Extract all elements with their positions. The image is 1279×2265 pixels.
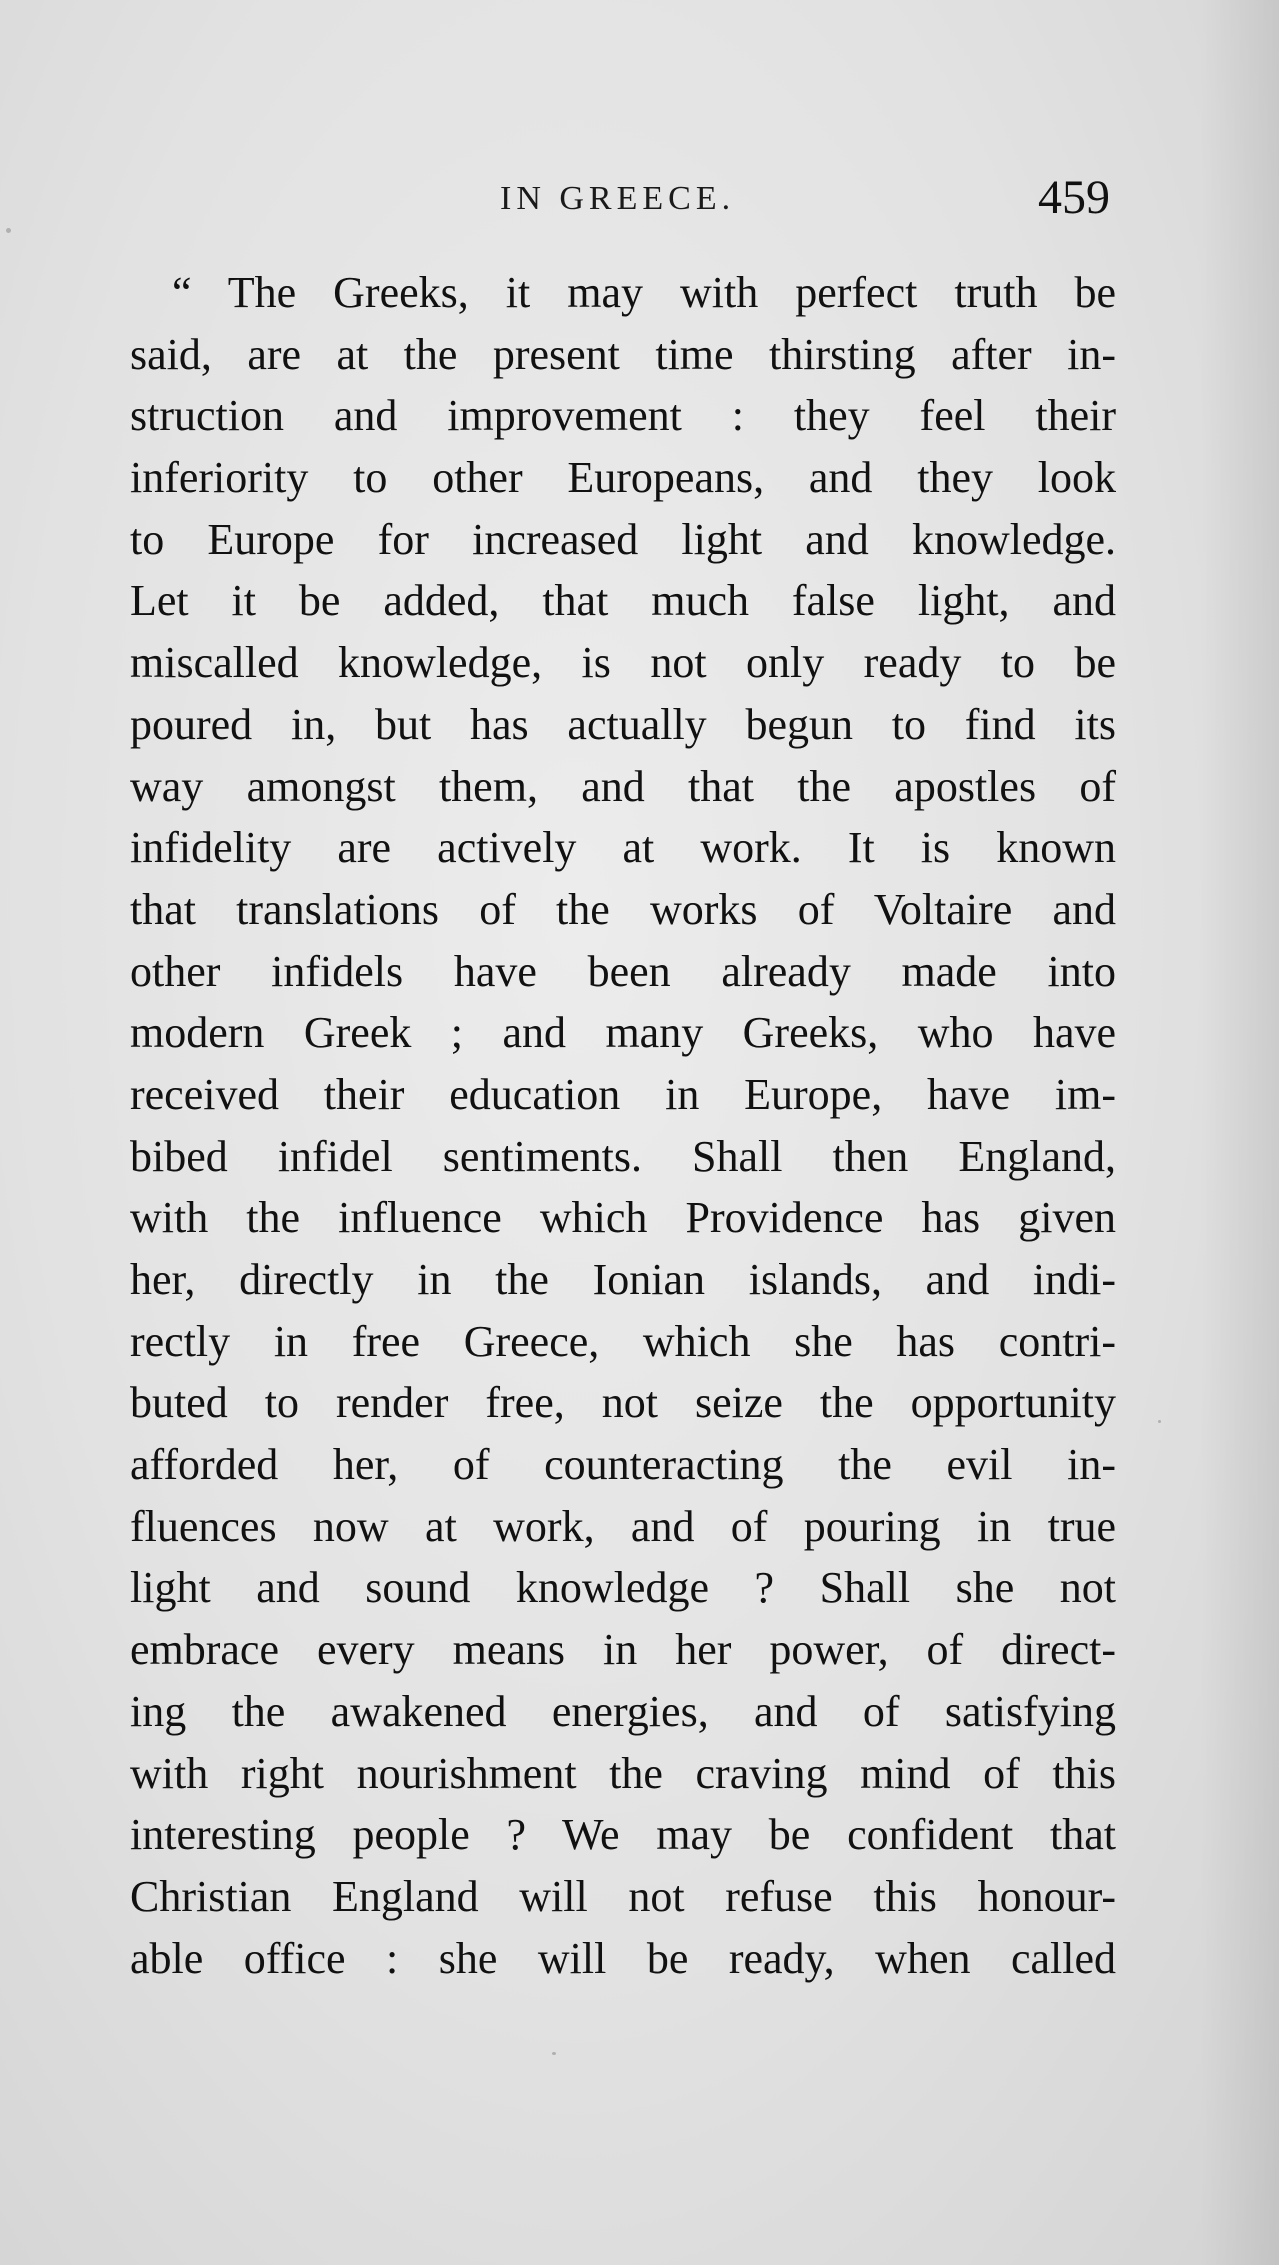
text-line: other infidels have been already made into bbox=[130, 946, 1116, 996]
page-header bbox=[130, 170, 1110, 230]
text-line: embrace every means in her power, of direct- bbox=[130, 1625, 1116, 1675]
text-line: light and sound knowledge ? Shall she not bbox=[130, 1563, 1116, 1613]
text-line: Christian England will not refuse this honour- bbox=[130, 1871, 1116, 1921]
text-line: rectly in free Greece, which she has contri- bbox=[130, 1316, 1116, 1366]
text-line: poured in, but has actually begun to find its bbox=[130, 699, 1116, 749]
text-line: interesting people ? We may be confident that bbox=[130, 1810, 1116, 1860]
page-number: 459 bbox=[1038, 171, 1110, 224]
text-line: inferiority to other Europeans, and they look bbox=[130, 453, 1116, 503]
text-line: infidelity are actively at work. It is known bbox=[130, 823, 1116, 873]
text-line: afforded her, of counteracting the evil in- bbox=[130, 1440, 1116, 1490]
text-line: received their education in Europe, have im- bbox=[130, 1069, 1116, 1119]
text-line: buted to render free, not seize the opportunity bbox=[130, 1378, 1116, 1428]
text-line: “ The Greeks, it may with perfect truth be bbox=[172, 268, 1116, 317]
paper-speck bbox=[552, 2052, 556, 2055]
text-line: with right nourishment the craving mind of this bbox=[130, 1748, 1116, 1798]
text-line: struction and improvement : they feel their bbox=[130, 391, 1116, 441]
text-line: that translations of the works of Voltaire and bbox=[130, 884, 1116, 934]
page-edge-shading bbox=[1199, 0, 1279, 2265]
text-line: bibed infidel sentiments. Shall then England, bbox=[130, 1131, 1116, 1181]
paper-speck bbox=[6, 228, 11, 233]
text-line: modern Greek ; and many Greeks, who have bbox=[130, 1008, 1116, 1058]
text-line: miscalled knowledge, is not only ready to be bbox=[130, 638, 1116, 688]
running-head: IN GREECE. bbox=[500, 180, 736, 217]
text-line: able office : she will be ready, when called bbox=[130, 1933, 1116, 1983]
text-line: with the influence which Providence has given bbox=[130, 1193, 1116, 1243]
text-line: said, are at the present time thirsting after in- bbox=[130, 329, 1116, 379]
text-line: her, directly in the Ionian islands, and indi- bbox=[130, 1255, 1116, 1304]
body-text bbox=[130, 262, 1116, 1989]
text-line: fluences now at work, and of pouring in true bbox=[130, 1501, 1116, 1551]
text-line: to Europe for increased light and knowledge. bbox=[130, 514, 1116, 564]
text-line: Let it be added, that much false light, and bbox=[130, 576, 1116, 626]
paper-speck bbox=[1158, 1420, 1161, 1423]
text-line: way amongst them, and that the apostles of bbox=[130, 761, 1116, 811]
text-line: ing the awakened energies, and of satisfying bbox=[130, 1686, 1116, 1736]
